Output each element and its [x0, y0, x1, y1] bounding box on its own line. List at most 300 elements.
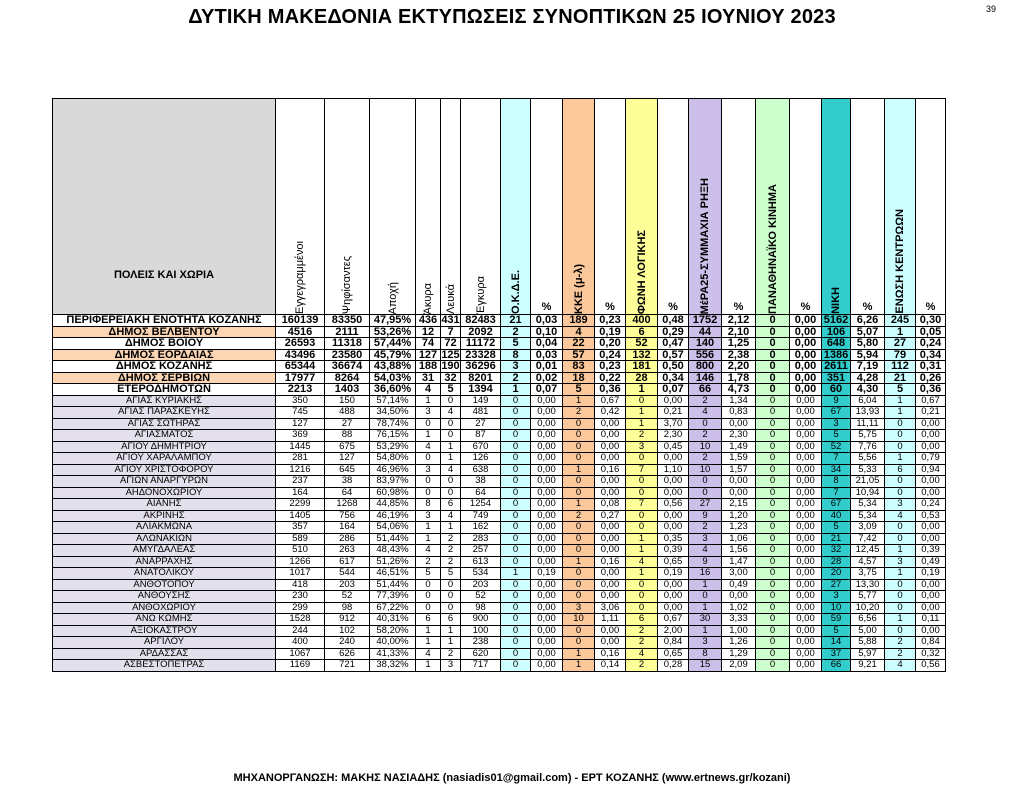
cell-kke-votes: 83 — [563, 361, 595, 373]
cell-mera-pct: 0,00 — [722, 591, 756, 603]
cell-mera-votes: 4 — [689, 545, 722, 557]
cell-abstention: 58,20% — [370, 625, 416, 637]
cell-niki-votes: 8 — [822, 476, 851, 488]
cell-abstention: 53,26% — [370, 326, 416, 338]
cell-blank: 1 — [441, 522, 461, 534]
cell-valid: 613 — [461, 556, 501, 568]
cell-niki-pct: 5,00 — [851, 625, 885, 637]
cell-abstention: 45,79% — [370, 349, 416, 361]
cell-niki-votes: 14 — [822, 637, 851, 649]
cell-invalid: 31 — [416, 372, 441, 384]
cell-registered: 418 — [276, 579, 325, 591]
cell-voted: 38 — [325, 476, 370, 488]
cell-kke-votes: 1 — [563, 395, 595, 407]
cell-invalid: 3 — [416, 464, 441, 476]
cell-pana-votes: 0 — [756, 395, 790, 407]
cell-foni-votes: 4 — [626, 648, 658, 660]
table-row — [53, 338, 946, 350]
cell-abstention: 43,88% — [370, 361, 416, 373]
cell-abstention: 60,98% — [370, 487, 416, 499]
cell-pana-votes: 0 — [756, 637, 790, 649]
cell-niki-votes: 5 — [822, 430, 851, 442]
cell-pana-votes: 0 — [756, 326, 790, 338]
cell-blank: 72 — [441, 338, 461, 350]
cell-valid: 900 — [461, 614, 501, 626]
cell-abstention: 48,43% — [370, 545, 416, 557]
cell-okde-votes: 0 — [501, 648, 531, 660]
cell-voted: 98 — [325, 602, 370, 614]
header-valid: Έγκυρα — [461, 99, 501, 315]
cell-okde-pct: 0,00 — [531, 602, 563, 614]
cell-kke-votes: 3 — [563, 602, 595, 614]
cell-foni-votes: 0 — [626, 395, 658, 407]
cell-foni-pct: 0,84 — [658, 637, 689, 649]
cell-okde-pct: 0,07 — [531, 384, 563, 396]
cell-pana-pct: 0,00 — [790, 499, 822, 511]
table-row — [53, 395, 946, 407]
cell-foni-pct: 0,57 — [658, 349, 689, 361]
header-okde: Ο.Κ.Δ.Ε. — [501, 99, 531, 315]
cell-niki-pct: 5,94 — [851, 349, 885, 361]
cell-niki-pct: 5,77 — [851, 591, 885, 603]
cell-okde-votes: 1 — [501, 384, 531, 396]
cell-okde-votes: 5 — [501, 338, 531, 350]
cell-area: ΠΕΡΙΦΕΡΕΙΑΚΗ ΕΝΟΤΗΤΑ ΚΟΖΑΝΗΣ — [53, 315, 276, 327]
cell-foni-pct: 0,39 — [658, 545, 689, 557]
cell-enosi-votes: 0 — [885, 441, 916, 453]
cell-okde-votes: 0 — [501, 522, 531, 534]
cell-kke-pct: 0,00 — [595, 591, 626, 603]
cell-voted: 150 — [325, 395, 370, 407]
cell-pana-votes: 0 — [756, 545, 790, 557]
cell-enosi-pct: 0,53 — [916, 510, 946, 522]
cell-mera-votes: 4 — [689, 407, 722, 419]
page-number: 39 — [986, 4, 997, 14]
cell-blank: 1 — [441, 453, 461, 465]
cell-foni-pct: 0,00 — [658, 602, 689, 614]
cell-enosi-votes: 1 — [885, 453, 916, 465]
cell-niki-pct: 5,80 — [851, 338, 885, 350]
cell-valid: 1394 — [461, 384, 501, 396]
cell-foni-votes: 0 — [626, 487, 658, 499]
cell-enosi-votes: 0 — [885, 579, 916, 591]
cell-okde-pct: 0,00 — [531, 545, 563, 557]
cell-valid: 203 — [461, 579, 501, 591]
cell-registered: 2299 — [276, 499, 325, 511]
table-row — [53, 568, 946, 580]
cell-mera-votes: 2 — [689, 395, 722, 407]
cell-area: ΔΗΜΟΣ ΚΟΖΑΝΗΣ — [53, 361, 276, 373]
cell-niki-votes: 648 — [822, 338, 851, 350]
cell-mera-pct: 0,49 — [722, 579, 756, 591]
results-body — [53, 315, 946, 672]
cell-okde-pct: 0,00 — [531, 453, 563, 465]
cell-foni-votes: 1 — [626, 407, 658, 419]
cell-niki-votes: 27 — [822, 579, 851, 591]
cell-invalid: 127 — [416, 349, 441, 361]
cell-kke-votes: 0 — [563, 568, 595, 580]
cell-okde-votes: 0 — [501, 533, 531, 545]
cell-pana-pct: 0,00 — [790, 384, 822, 396]
cell-voted: 912 — [325, 614, 370, 626]
cell-foni-votes: 132 — [626, 349, 658, 361]
cell-enosi-votes: 0 — [885, 522, 916, 534]
cell-voted: 488 — [325, 407, 370, 419]
cell-kke-votes: 57 — [563, 349, 595, 361]
cell-mera-pct: 0,00 — [722, 418, 756, 430]
cell-niki-pct: 6,04 — [851, 395, 885, 407]
cell-okde-votes: 0 — [501, 510, 531, 522]
cell-pana-votes: 0 — [756, 568, 790, 580]
cell-foni-pct: 0,00 — [658, 579, 689, 591]
cell-mera-pct: 1,20 — [722, 510, 756, 522]
cell-pana-pct: 0,00 — [790, 602, 822, 614]
cell-invalid: 1 — [416, 533, 441, 545]
cell-kke-votes: 0 — [563, 487, 595, 499]
cell-invalid: 74 — [416, 338, 441, 350]
cell-voted: 617 — [325, 556, 370, 568]
cell-registered: 1216 — [276, 464, 325, 476]
cell-pana-pct: 0,00 — [790, 487, 822, 499]
cell-pana-votes: 0 — [756, 579, 790, 591]
cell-okde-votes: 0 — [501, 591, 531, 603]
cell-okde-pct: 0,02 — [531, 372, 563, 384]
cell-pana-votes: 0 — [756, 372, 790, 384]
cell-mera-pct: 1,26 — [722, 637, 756, 649]
cell-enosi-votes: 0 — [885, 533, 916, 545]
cell-okde-pct: 0,03 — [531, 315, 563, 327]
cell-kke-pct: 0,36 — [595, 384, 626, 396]
cell-enosi-votes: 1 — [885, 614, 916, 626]
cell-abstention: 38,32% — [370, 660, 416, 672]
cell-abstention: 51,26% — [370, 556, 416, 568]
cell-valid: 2092 — [461, 326, 501, 338]
header-area: ΠΟΛΕΙΣ ΚΑΙ ΧΩΡΙΑ — [53, 99, 276, 315]
cell-enosi-pct: 0,11 — [916, 614, 946, 626]
cell-okde-pct: 0,00 — [531, 579, 563, 591]
cell-registered: 160139 — [276, 315, 325, 327]
cell-pana-pct: 0,00 — [790, 625, 822, 637]
cell-enosi-pct: 0,00 — [916, 487, 946, 499]
cell-valid: 149 — [461, 395, 501, 407]
cell-niki-pct: 13,93 — [851, 407, 885, 419]
cell-abstention: 36,60% — [370, 384, 416, 396]
cell-niki-pct: 21,05 — [851, 476, 885, 488]
cell-mera-pct: 2,15 — [722, 499, 756, 511]
cell-blank: 431 — [441, 314, 460, 327]
cell-enosi-votes: 0 — [885, 418, 916, 430]
cell-okde-pct: 0,00 — [531, 591, 563, 603]
table-row — [53, 315, 946, 327]
cell-pana-pct: 0,00 — [790, 614, 822, 626]
cell-pana-votes: 0 — [756, 441, 790, 453]
cell-mera-pct: 1,47 — [722, 556, 756, 568]
cell-foni-pct: 0,28 — [658, 660, 689, 672]
header-invalid: Άκυρα — [416, 99, 441, 315]
cell-registered: 1405 — [276, 510, 325, 522]
cell-mera-pct: 0,00 — [722, 476, 756, 488]
cell-valid: 717 — [461, 660, 501, 672]
cell-okde-pct: 0,00 — [531, 464, 563, 476]
cell-mera-votes: 1 — [689, 625, 722, 637]
cell-foni-votes: 1 — [626, 418, 658, 430]
cell-valid: 534 — [461, 568, 501, 580]
cell-okde-pct: 0,10 — [531, 326, 563, 338]
cell-enosi-pct: 0,79 — [916, 453, 946, 465]
header-kke: ΚΚΕ (μ-λ) — [563, 99, 595, 315]
cell-invalid: 436 — [416, 315, 441, 327]
cell-enosi-votes: 3 — [885, 556, 916, 568]
footer-credits: ΜΗΧΑΝΟΡΓΑΝΩΣΗ: ΜΑΚΗΣ ΝΑΣΙΑΔΗΣ (nasiadis01@gmail.com) - ΕΡΤ ΚΟΖΑΝΗΣ (www.ertnews.gr/kozani) — [233, 772, 791, 784]
cell-niki-votes: 59 — [822, 614, 851, 626]
cell-niki-pct: 6,56 — [851, 614, 885, 626]
cell-okde-pct: 0,00 — [531, 533, 563, 545]
cell-enosi-pct: 0,00 — [916, 441, 946, 453]
cell-kke-pct: 1,11 — [595, 614, 626, 626]
cell-blank: 3 — [441, 660, 461, 672]
table-row — [53, 533, 946, 545]
cell-voted: 240 — [325, 637, 370, 649]
cell-invalid: 1 — [416, 625, 441, 637]
cell-niki-votes: 5 — [822, 522, 851, 534]
cell-okde-votes: 0 — [501, 579, 531, 591]
cell-blank: 6 — [441, 499, 461, 511]
cell-area: ΑΝΘΟΤΟΠΟΥ — [53, 579, 276, 591]
cell-enosi-votes: 2 — [885, 637, 916, 649]
cell-pana-pct: 0,00 — [790, 326, 822, 338]
cell-foni-pct: 0,65 — [658, 556, 689, 568]
cell-area: ΑΝΘΟΧΩΡΙΟΥ — [53, 602, 276, 614]
table-row — [53, 625, 946, 637]
cell-niki-pct: 5,97 — [851, 648, 885, 660]
cell-foni-pct: 0,56 — [658, 499, 689, 511]
cell-kke-pct: 0,00 — [595, 637, 626, 649]
cell-voted: 2111 — [325, 326, 370, 338]
cell-voted: 675 — [325, 441, 370, 453]
cell-registered: 65344 — [276, 361, 325, 373]
cell-voted: 27 — [325, 418, 370, 430]
table-row — [53, 522, 946, 534]
cell-registered: 43496 — [276, 349, 325, 361]
cell-invalid: 4 — [416, 545, 441, 557]
cell-kke-pct: 0,00 — [595, 522, 626, 534]
cell-mera-votes: 0 — [689, 476, 722, 488]
cell-mera-pct: 1,57 — [722, 464, 756, 476]
cell-area: ΑΜΥΓΔΑΛΕΑΣ — [53, 545, 276, 557]
cell-registered: 299 — [276, 602, 325, 614]
cell-mera-votes: 16 — [689, 568, 722, 580]
cell-okde-votes: 0 — [501, 499, 531, 511]
cell-kke-votes: 0 — [563, 579, 595, 591]
cell-kke-pct: 0,20 — [595, 338, 626, 350]
cell-enosi-pct: 0,32 — [916, 648, 946, 660]
cell-area: ΔΗΜΟΣ ΒΟΪΟΥ — [53, 338, 276, 350]
cell-kke-pct: 0,14 — [595, 660, 626, 672]
cell-kke-pct: 0,00 — [595, 533, 626, 545]
cell-kke-votes: 1 — [563, 660, 595, 672]
cell-foni-pct: 0,67 — [658, 614, 689, 626]
cell-niki-pct: 5,34 — [851, 499, 885, 511]
cell-pana-pct: 0,00 — [790, 637, 822, 649]
cell-abstention: 54,80% — [370, 453, 416, 465]
cell-mera-votes: 10 — [689, 441, 722, 453]
cell-okde-votes: 0 — [501, 545, 531, 557]
cell-niki-pct: 5,33 — [851, 464, 885, 476]
cell-okde-pct: 0,00 — [531, 522, 563, 534]
header-mera-pct: % — [722, 99, 756, 315]
header-okde-pct: % — [531, 99, 563, 315]
cell-mera-pct: 0,00 — [722, 487, 756, 499]
cell-niki-pct: 5,75 — [851, 430, 885, 442]
cell-enosi-pct: 0,30 — [916, 315, 946, 327]
cell-kke-pct: 0,00 — [595, 545, 626, 557]
cell-valid: 162 — [461, 522, 501, 534]
table-row — [53, 556, 946, 568]
cell-area: ΑΓΙΑΣ ΚΥΡΙΑΚΗΣ — [53, 395, 276, 407]
cell-invalid: 0 — [416, 418, 441, 430]
cell-niki-pct: 5,34 — [851, 510, 885, 522]
cell-okde-votes: 0 — [501, 407, 531, 419]
cell-voted: 164 — [325, 522, 370, 534]
cell-invalid: 0 — [416, 453, 441, 465]
cell-enosi-pct: 0,31 — [916, 361, 946, 373]
cell-okde-votes: 0 — [501, 441, 531, 453]
cell-enosi-votes: 21 — [885, 372, 916, 384]
cell-niki-pct: 13,30 — [851, 579, 885, 591]
cell-mera-votes: 0 — [689, 418, 722, 430]
cell-registered: 1067 — [276, 648, 325, 660]
cell-okde-votes: 1 — [501, 568, 531, 580]
cell-abstention: 44,85% — [370, 499, 416, 511]
cell-okde-pct: 0,00 — [531, 487, 563, 499]
cell-foni-pct: 0,35 — [658, 533, 689, 545]
cell-blank: 1 — [441, 637, 461, 649]
cell-pana-votes: 0 — [756, 510, 790, 522]
cell-invalid: 3 — [416, 510, 441, 522]
cell-enosi-pct: 0,49 — [916, 556, 946, 568]
cell-blank: 2 — [441, 648, 461, 660]
cell-enosi-pct: 0,56 — [916, 660, 946, 672]
cell-valid: 283 — [461, 533, 501, 545]
cell-foni-pct: 0,00 — [658, 487, 689, 499]
cell-niki-votes: 351 — [822, 372, 851, 384]
cell-niki-votes: 67 — [822, 499, 851, 511]
cell-valid: 38 — [461, 476, 501, 488]
cell-valid: 23328 — [461, 349, 501, 361]
cell-registered: 1528 — [276, 614, 325, 626]
cell-mera-pct: 1,34 — [722, 395, 756, 407]
cell-niki-pct: 6,26 — [851, 315, 885, 327]
cell-valid: 87 — [461, 430, 501, 442]
cell-enosi-pct: 0,36 — [916, 384, 946, 396]
cell-okde-votes: 0 — [501, 453, 531, 465]
cell-registered: 230 — [276, 591, 325, 603]
cell-area: ΑΓΙΟΥ ΔΗΜΗΤΡΙΟΥ — [53, 441, 276, 453]
cell-registered: 1017 — [276, 568, 325, 580]
cell-enosi-votes: 1 — [885, 407, 916, 419]
cell-pana-pct: 0,00 — [790, 407, 822, 419]
cell-enosi-votes: 1 — [885, 568, 916, 580]
cell-niki-votes: 67 — [822, 407, 851, 419]
cell-niki-pct: 7,76 — [851, 441, 885, 453]
cell-mera-votes: 0 — [689, 591, 722, 603]
cell-invalid: 12 — [416, 326, 441, 338]
cell-okde-pct: 0,03 — [531, 349, 563, 361]
cell-foni-pct: 0,00 — [658, 591, 689, 603]
table-row — [53, 476, 946, 488]
cell-blank: 0 — [441, 476, 461, 488]
cell-blank: 0 — [441, 487, 461, 499]
cell-pana-votes: 0 — [756, 533, 790, 545]
cell-enosi-pct: 0,67 — [916, 395, 946, 407]
cell-niki-votes: 7 — [822, 487, 851, 499]
cell-registered: 745 — [276, 407, 325, 419]
header-kke-pct: % — [595, 99, 626, 315]
cell-mera-votes: 27 — [689, 499, 722, 511]
cell-niki-pct: 10,20 — [851, 602, 885, 614]
cell-okde-votes: 0 — [501, 464, 531, 476]
cell-foni-votes: 1 — [626, 384, 658, 396]
cell-voted: 102 — [325, 625, 370, 637]
cell-kke-votes: 0 — [563, 637, 595, 649]
cell-kke-pct: 0,00 — [595, 441, 626, 453]
cell-kke-pct: 0,00 — [595, 453, 626, 465]
cell-kke-pct: 0,00 — [595, 418, 626, 430]
cell-enosi-pct: 0,05 — [916, 326, 946, 338]
cell-voted: 127 — [325, 453, 370, 465]
cell-kke-pct: 0,00 — [595, 579, 626, 591]
cell-pana-pct: 0,00 — [790, 441, 822, 453]
cell-blank: 0 — [441, 395, 461, 407]
cell-okde-votes: 8 — [501, 349, 531, 361]
cell-area: ΑΡΔΑΣΣΑΣ — [53, 648, 276, 660]
cell-okde-votes: 0 — [501, 556, 531, 568]
cell-valid: 100 — [461, 625, 501, 637]
cell-pana-pct: 0,00 — [790, 453, 822, 465]
cell-foni-pct: 0,00 — [658, 476, 689, 488]
cell-foni-votes: 6 — [626, 614, 658, 626]
cell-voted: 64 — [325, 487, 370, 499]
cell-enosi-pct: 0,24 — [916, 499, 946, 511]
cell-invalid: 0 — [416, 602, 441, 614]
table-row — [53, 349, 946, 361]
cell-okde-votes: 2 — [501, 372, 531, 384]
cell-area: ΑΝΘΟΥΣΗΣ — [53, 591, 276, 603]
cell-invalid: 0 — [416, 476, 441, 488]
cell-niki-pct: 12,45 — [851, 545, 885, 557]
cell-mera-votes: 0 — [689, 487, 722, 499]
cell-niki-votes: 3 — [822, 418, 851, 430]
cell-registered: 127 — [276, 418, 325, 430]
cell-blank: 5 — [441, 568, 461, 580]
cell-niki-votes: 60 — [822, 384, 851, 396]
cell-foni-pct: 0,65 — [658, 648, 689, 660]
cell-foni-votes: 1 — [626, 545, 658, 557]
cell-voted: 721 — [325, 660, 370, 672]
cell-registered: 357 — [276, 522, 325, 534]
cell-foni-votes: 4 — [626, 556, 658, 568]
cell-voted: 36674 — [325, 361, 370, 373]
cell-mera-pct: 3,33 — [722, 614, 756, 626]
cell-niki-votes: 28 — [822, 556, 851, 568]
cell-mera-votes: 140 — [689, 338, 722, 350]
cell-registered: 26593 — [276, 338, 325, 350]
cell-niki-pct: 4,57 — [851, 556, 885, 568]
cell-area: ΔΗΜΟΣ ΒΕΛΒΕΝΤΟΥ — [53, 326, 276, 338]
cell-niki-pct: 7,19 — [851, 361, 885, 373]
cell-enosi-votes: 27 — [885, 338, 916, 350]
cell-voted: 286 — [325, 533, 370, 545]
